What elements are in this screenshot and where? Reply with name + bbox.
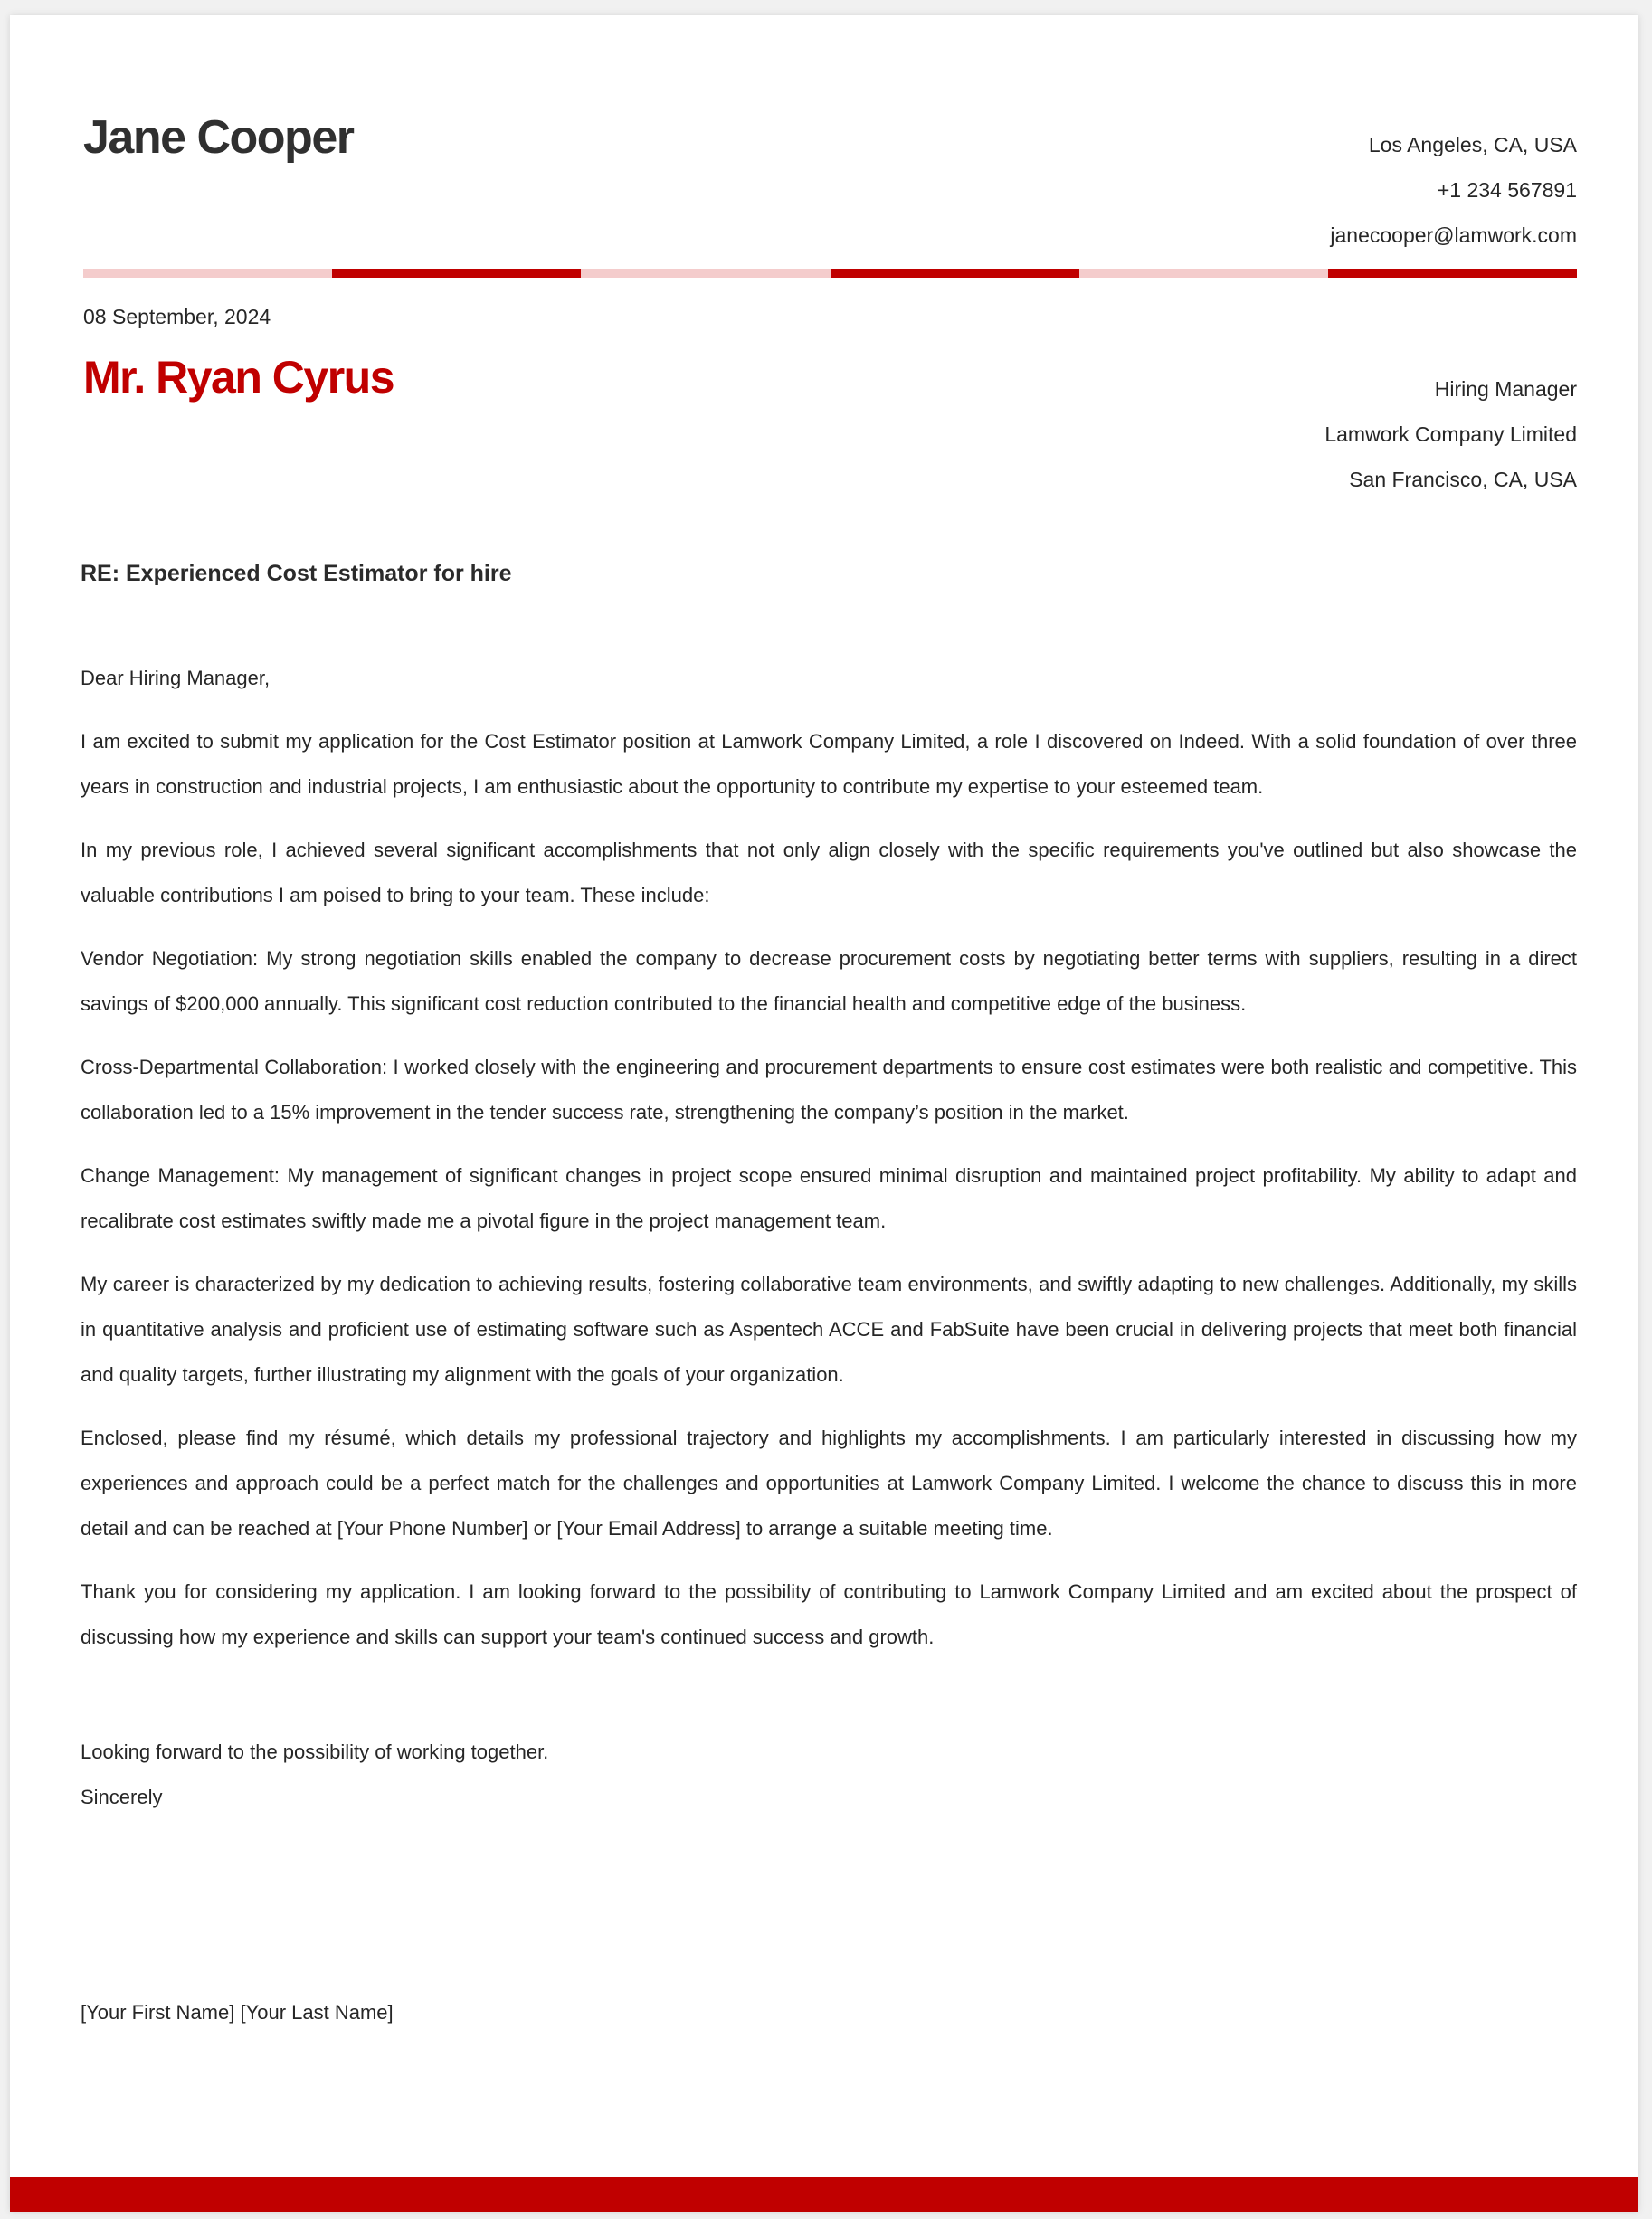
closing-line: Looking forward to the possibility of working together. (81, 1740, 549, 1763)
header-divider-stripe (83, 269, 1577, 278)
stripe-segment-dark (332, 269, 581, 278)
body-paragraph: Thank you for considering my application. I am looking forward to the possibility of contributing to Lamwork Company Limited and am excited about the prospect of discussing how my experience and skills can support your team's continued success and growth. (81, 1580, 1577, 1648)
recipient-company: Lamwork Company Limited (1324, 422, 1577, 446)
signature-name: [Your First Name] [Your Last Name] (81, 2001, 394, 2024)
body-paragraph: My career is characterized by my dedication to achieving results, fostering collaborative team environments, and swiftly adapting to new challenges. Additionally, my skills in quantitative analysis and proficient use of estimating software such as Aspentech ACCE and FabSuite have been crucial in delivering projects that meet both financial and quality targets, further illustrating my alignment with the goals of your organization. (81, 1273, 1577, 1386)
recipient-title: Hiring Manager (1434, 377, 1577, 401)
recipient-name: Mr. Ryan Cyrus (83, 352, 394, 403)
letter-body (81, 656, 1577, 1678)
body-paragraph: Enclosed, please find my résumé, which details my professional trajectory and highlights my accomplishments. I am particularly interested in discussing how my experiences and approach could be a perfect match for the challenges and opportunities at Lamwork Company Limited. I welcome the chance to discuss this in more detail and can be reached at [Your Phone Number] or [Your Email Address] to arrange a suitable meeting time. (81, 1427, 1577, 1540)
letter-date: 08 September, 2024 (83, 305, 271, 328)
stripe-segment-dark (1328, 269, 1577, 278)
sender-location: Los Angeles, CA, USA (1368, 133, 1577, 156)
body-paragraph: Vendor Negotiation: My strong negotiation skills enabled the company to decrease procurement costs by negotiating better terms with suppliers, resulting in a direct savings of $200,000 annually. This significant cost reduction contributed to the financial health and competitive edge of the business. (81, 947, 1577, 1015)
recipient-location: San Francisco, CA, USA (1349, 468, 1577, 491)
sender-contact-block (1330, 122, 1577, 258)
closing-block (81, 1730, 548, 1820)
subject-line: RE: Experienced Cost Estimator for hire (81, 561, 512, 586)
sender-phone: +1 234 567891 (1437, 178, 1577, 202)
sender-email: janecooper@lamwork.com (1330, 223, 1577, 247)
stripe-segment-light (1079, 269, 1328, 278)
body-paragraph: In my previous role, I achieved several significant accomplishments that not only align closely with the specific requirements you've outlined but also showcase the valuable contributions I am poised to bring to your team. These include: (81, 839, 1577, 906)
stripe-segment-light (581, 269, 830, 278)
salutation: Dear Hiring Manager, (81, 667, 271, 689)
letter-page (10, 15, 1638, 2212)
body-paragraph: I am excited to submit my application for the Cost Estimator position at Lamwork Company Limited, a role I discovered on Indeed. With a solid foundation of over three years in construction and industrial projects, I am enthusiastic about the opportunity to contribute my expertise to your esteemed team. (81, 730, 1577, 798)
recipient-info-block (1324, 366, 1577, 502)
body-paragraph: Change Management: My management of significant changes in project scope ensured minimal disruption and maintained project profitability. My ability to adapt and recalibrate cost estimates swiftly made me a pivotal figure in the project management team. (81, 1164, 1577, 1232)
sender-name: Jane Cooper (83, 111, 354, 164)
body-paragraph: Cross-Departmental Collaboration: I worked closely with the engineering and procurement departments to ensure cost estimates were both realistic and competitive. This collaboration led to a 15% improvement in the tender success rate, strengthening the company’s position in the market. (81, 1056, 1577, 1124)
stripe-segment-dark (831, 269, 1079, 278)
footer-bar (10, 2177, 1638, 2212)
signoff: Sincerely (81, 1786, 163, 1808)
stripe-segment-light (83, 269, 332, 278)
